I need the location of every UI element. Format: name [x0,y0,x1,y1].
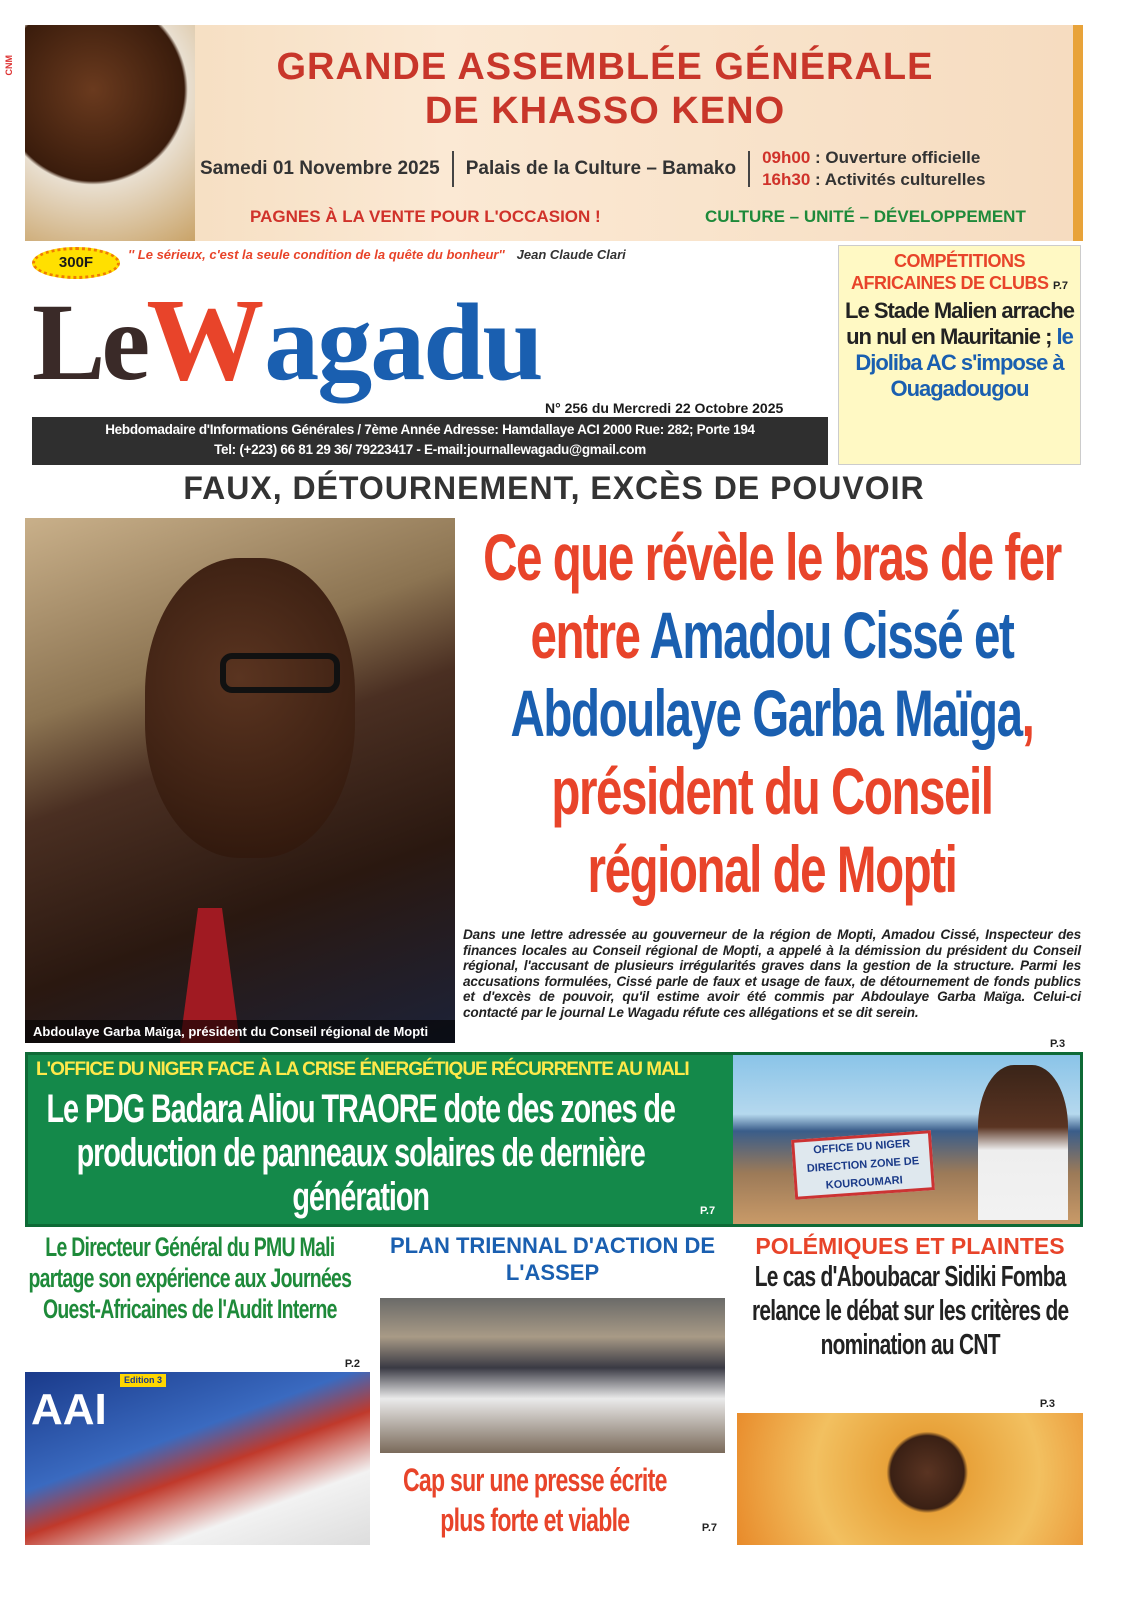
ad-motto: CULTURE – UNITÉ – DÉVELOPPEMENT [705,207,1026,226]
fomba-page-ref: P.3 [1039,1398,1055,1410]
sidebar-sports-teaser[interactable] [838,245,1081,465]
info-contact: Tel: (+223) 66 81 29 36/ 79223417 - E-mail:journallewagadu@gmail.com [214,442,646,457]
main-kicker: FAUX, DÉTOURNEMENT, EXCÈS DE POUVOIR [183,470,925,506]
office-sign: OFFICE DU NIGER DIRECTION ZONE DE KOUROUMARI [791,1130,935,1200]
solar-panels-photo [733,1055,1080,1224]
main-headline[interactable] [462,518,1082,908]
sidebar-kicker: COMPÉTITIONS AFRICAINES DE CLUBS [850,251,1049,293]
divider [452,151,454,187]
green-kicker: L'OFFICE DU NIGER FACE À LA CRISE ÉNERGÉTIQUE RÉCURRENTE AU MALI [36,1059,689,1080]
sidebar-headline [839,294,1080,402]
portrait-face [145,558,355,858]
masthead-quote-row [128,247,626,263]
aai-logo-text: AAI [31,1385,107,1434]
assep-headline: Cap sur une presse écrite plus forte et viable [402,1462,667,1538]
photo-caption: Abdoulaye Garba Maïga, président du Conseil régional de Mopti [25,1020,455,1043]
issue-number: N° 256 du Mercredi 22 Octobre 2025 [545,400,784,416]
ad-venue: Palais de la Culture – Bamako [465,158,737,179]
fomba-kicker: POLÉMIQUES ET PLAINTES [755,1233,1065,1259]
assep-headline-box [380,1460,690,1540]
headline-part3: , président du Conseil régional de Mopti [551,676,1034,906]
ad-dancers-photo [25,25,195,241]
glasses-shape [220,653,340,693]
masthead-quote: '' Le sérieux, c'est la seule condition de la quête du bonheur'' [128,247,505,262]
ad-event1: : Ouverture officielle [815,148,981,167]
newspaper-logo [32,274,542,405]
masthead-info-bar [32,417,828,465]
green-headline: Le PDG Badara Aliou TRAORE dote des zones de production de panneaux solaires de dernière génération [46,1087,675,1219]
pmu-page-ref: P.2 [344,1358,360,1370]
price-badge: 300F [32,247,120,279]
story-assep[interactable] [380,1232,725,1545]
registration-marks: CNM [4,55,14,76]
headline-part1: Ce que révèle le bras de fer entre [483,520,1061,672]
main-headline-text [462,518,1082,908]
ad-promo: PAGNES À LA VENTE POUR L'OCCASION ! [250,207,601,226]
ad-title-line1: GRANDE ASSEMBLÉE GÉNÉRALE [276,46,934,88]
edition-badge: Edition 3 [120,1374,166,1387]
fomba-portrait-photo [737,1413,1083,1545]
event-advertisement [25,25,1083,241]
main-lead: Dans une lettre adressée au gouverneur de la région de Mopti, Amadou Cissé, Inspecteur des finances locales au Conseil régional de Mopti, a appelé à la démission du président du Conseil régional, l'accusant de plusieurs irrégularités graves dans la gestion de la structure. Parmi les accusations formulées, Cissé parle de faux et usage de faux, de détournement de fonds publics et d'excès de pouvoir, qu'il estime avoir été commis par Abdoulaye Garba Maïga. Celui-ci contacté par le journal Le Wagadu réfute ces allégations et se dit serein. [463,927,1081,1020]
assep-page-ref: P.7 [701,1522,717,1534]
fomba-headline: Le cas d'Aboubacar Sidiki Fomba relance le débat sur les critères de nomination au CNT [751,1261,1069,1361]
logo-w: W [146,274,265,405]
pmu-conference-photo [25,1372,370,1545]
quote-author: Jean Claude Clari [516,247,626,262]
assep-kicker: PLAN TRIENNAL D'ACTION DE L'ASSEP [389,1233,716,1285]
main-portrait-photo [25,518,455,1043]
sidebar-page-ref: P.7 [1052,280,1069,292]
story-fomba[interactable] [737,1232,1083,1545]
office-du-niger-teaser[interactable] [25,1052,1083,1227]
ad-title [225,45,985,133]
divider [748,151,750,187]
ad-time2: 16h30 [762,170,811,189]
sidebar-headline-part1: Le Stade Malien arrache un nul en Mauritanie ; [845,298,1074,349]
assep-group-photo [380,1298,725,1453]
headline-part2: Amadou Cissé et Abdoulaye Garba Maïga [510,598,1022,750]
green-page-ref: P.7 [700,1205,716,1217]
sidebar-header [839,246,1080,294]
ad-date: Samedi 01 Novembre 2025 [200,158,440,179]
info-address: Hebdomadaire d'Informations Générales / 7ème Année Adresse: Hamdallaye ACI 2000 Rue: 282; Porte 194 [105,422,755,437]
fomba-headline-box [741,1260,1079,1362]
ad-time1: 09h00 [762,148,811,167]
pdg-portrait [978,1065,1068,1220]
sidebar-headline-part2: le Djoliba AC s'impose à Ouagadougou [855,324,1073,401]
logo-le: Le [32,281,147,403]
pmu-headline-box [25,1232,355,1325]
green-headline-box [28,1087,693,1219]
ad-info-row [200,147,1055,191]
pmu-headline: Le Directeur Général du PMU Mali partage son expérience aux Journées Ouest-Africaines de l'Audit Interne [28,1232,352,1324]
ad-schedule [762,147,985,191]
story-pmu[interactable] [25,1232,370,1545]
ad-title-line2: DE KHASSO KENO [424,90,786,132]
logo-agadu: agadu [264,281,542,403]
main-page-ref: P.3 [1050,1038,1066,1050]
ad-event2: : Activités culturelles [815,170,986,189]
